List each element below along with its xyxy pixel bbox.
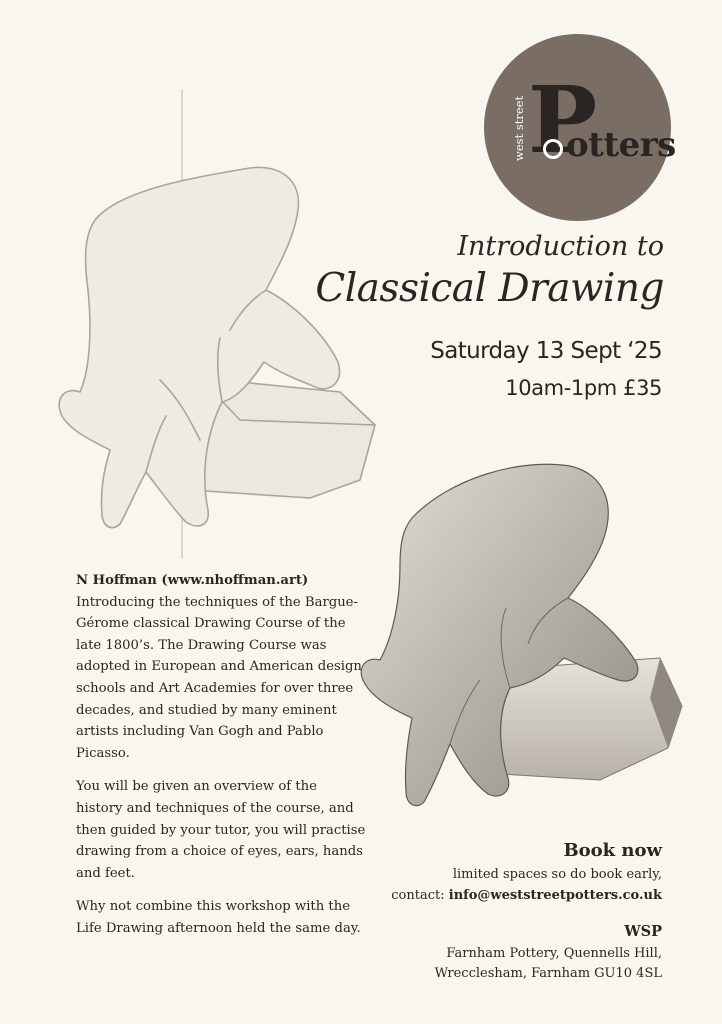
- event-time-price: 10am-1pm £35: [505, 376, 662, 400]
- event-date: Saturday 13 Sept ‘25: [430, 338, 662, 364]
- description-column: [76, 570, 366, 952]
- title-line-main: Classical Drawing: [315, 266, 664, 311]
- venue-address-line-2: Wrecclesham, Farnham GU10 4SL: [434, 966, 662, 981]
- tutor-name: N Hoffman (www.nhoffman.art): [76, 573, 309, 588]
- logo-o-ring-icon: [543, 139, 563, 159]
- description-paragraph-3: Why not combine this workshop with the Life Drawing afternoon held the same day.: [76, 899, 361, 936]
- title-line-intro: Introduction to: [457, 231, 664, 262]
- book-now-heading: Book now: [563, 840, 662, 861]
- booking-note: limited spaces so do book early,: [452, 867, 662, 882]
- logo-initial: P: [528, 66, 598, 174]
- contact-email-link[interactable]: info@weststreetpotters.co.uk: [448, 888, 662, 903]
- sketch-hand-illustration: [40, 80, 390, 560]
- rendered-hand-illustration: [350, 448, 700, 840]
- booking-block: [342, 838, 662, 906]
- contact-label: contact:: [391, 888, 449, 903]
- description-paragraph-1: [76, 570, 366, 764]
- description-text-1: Introducing the techniques of the Bargue-Gérome classical Drawing Course of the late 1800’s. The Drawing Course was adopted in European and American design schools and Art Academies for over three decades, and studied by many eminent artists including Van Gogh and Pablo Picasso.: [76, 594, 362, 761]
- description-paragraph-2: You will be given an overview of the history and techniques of the course, and then guided by your tutor, you will practise drawing from a choice of eyes, ears, hands and feet.: [76, 779, 366, 881]
- booking-contact: [342, 885, 662, 906]
- venue-heading: WSP: [624, 923, 662, 940]
- logo-wordmark: otters: [566, 125, 676, 165]
- venue-block: [342, 920, 662, 984]
- venue-address-line-1: Farnham Pottery, Quennells Hill,: [446, 946, 662, 961]
- logo-vertical-text: west street: [512, 95, 526, 161]
